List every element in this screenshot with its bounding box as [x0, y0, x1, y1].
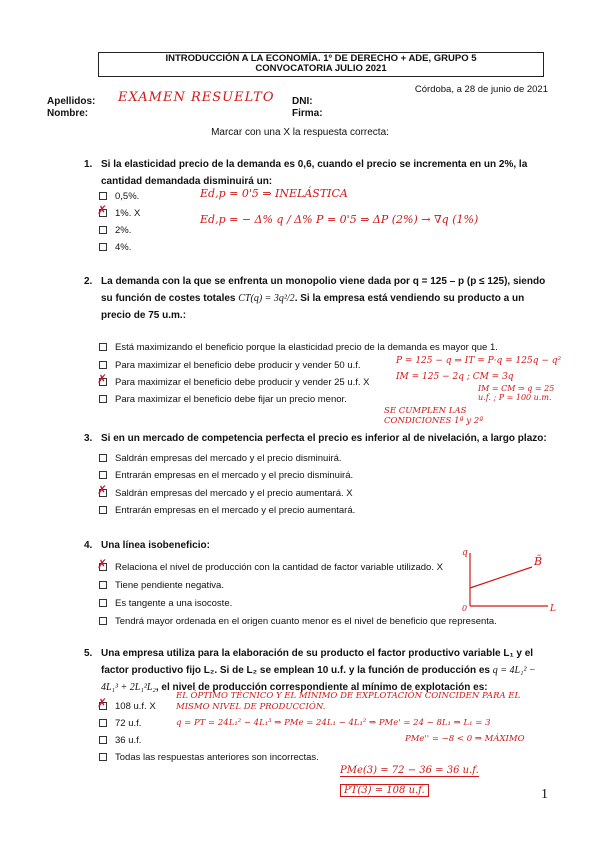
q2-option-c[interactable]: ✗Para maximizar el beneficio debe producir y vender 25 u.f. X: [99, 377, 370, 389]
q4-option-a[interactable]: ✗Relaciona el nivel de producción con la cantidad de factor variable utilizado. X: [99, 562, 443, 574]
q5-note-4: PMe(3) = 72 − 36 = 36 u.f.: [340, 765, 479, 776]
checkbox-icon[interactable]: [99, 753, 107, 761]
question-text-a: Una empresa utiliza para la elaboración de su producto el factor productivo variable L₁ y el factor productivo fijo L₂. Si de L₂ se emplean 10 u.f. y la función de producción es: [101, 648, 534, 676]
q2-note-2: IM = 125 − 2q ; CM = 3q: [396, 372, 514, 382]
question-number: 3.: [84, 433, 93, 444]
graph-origin-label: 0: [462, 604, 468, 613]
checkbox-checked-icon[interactable]: [99, 378, 107, 386]
checkbox-icon[interactable]: [99, 226, 107, 234]
question-2: [84, 273, 554, 324]
question-text: Una línea isobeneficio:: [101, 540, 210, 551]
q2-option-b[interactable]: Para maximizar el beneficio debe producir y vender 50 u.f.: [99, 360, 361, 372]
checkbox-checked-icon[interactable]: [99, 489, 107, 497]
q5-option-c[interactable]: 36 u.f.: [99, 735, 141, 747]
checkbox-checked-icon[interactable]: [99, 563, 107, 571]
checkbox-icon[interactable]: [99, 243, 107, 251]
q1-option-d[interactable]: 4%.: [99, 242, 131, 254]
firma-label: Firma:: [292, 108, 323, 119]
q5-note-3: PMe'' = −8 < 0 ⇒ MÁXIMO: [405, 734, 525, 744]
q1-option-a[interactable]: 0,5%.: [99, 191, 139, 203]
question-number: 4.: [84, 540, 93, 551]
q1-note-1: Ed,p = 0'5 ⇒ INELÁSTICA: [200, 187, 348, 200]
question-text: Si en un mercado de competencia perfecta el precio es inferior al de nivelación, a largo plazo:: [101, 433, 547, 444]
q5-option-d[interactable]: Todas las respuestas anteriores son incorrectas.: [99, 752, 319, 764]
checkbox-icon[interactable]: [99, 506, 107, 514]
question-text: Si la elasticidad precio de la demanda es 0,6, cuando el precio se incrementa en un 2%, la cantidad demandada disminuirá un:: [101, 159, 528, 187]
checkbox-icon[interactable]: [99, 395, 107, 403]
q1-option-c[interactable]: 2%.: [99, 225, 131, 237]
question-text-b: . Si la empresa está vendiendo su producto a un precio de 75 u.m.:: [101, 293, 525, 321]
checkbox-icon[interactable]: [99, 617, 107, 625]
q2-note-3: IM = CM ⇒ q = 25 u.f. ; P = 100 u.m.: [478, 384, 555, 402]
question-text-a: La demanda con la que se enfrenta un monopolio viene dada por q = 125 – p (p ≤ 125), siendo su función de costes totales: [101, 276, 546, 304]
question-number: 2.: [84, 276, 93, 287]
q5-option-a[interactable]: ✗108 u.f. X: [99, 701, 156, 713]
checkbox-icon[interactable]: [99, 471, 107, 479]
q2-option-a[interactable]: Está maximizando el beneficio porque la elasticidad precio de la demanda es mayor que 1.: [99, 342, 498, 354]
q5-note-2: q = PT = 24L₁² − 4L₁³ ⇒ PMe = 24L₁ − 4L₁² ⇒ PMe' = 24 − 8L₁ ⇒ L₁ = 3: [176, 718, 491, 728]
graph-y-label: q: [462, 548, 468, 558]
q3-option-a[interactable]: Saldrán empresas del mercado y el precio disminuirá.: [99, 453, 342, 465]
production-formula: q = 4L₁² − 4L₁³ + 2L₁²L₂: [101, 665, 536, 693]
exam-header: [98, 52, 544, 77]
question-1: [84, 156, 554, 190]
graph-x-label: L: [550, 604, 556, 614]
dni-label: DNI:: [292, 96, 313, 107]
q3-option-d[interactable]: Entrarán empresas en el mercado y el precio aumentará.: [99, 505, 355, 517]
question-number: 1.: [84, 159, 93, 170]
q1-option-b[interactable]: ✗1%. X: [99, 208, 140, 220]
exam-date: Córdoba, a 28 de junio de 2021: [414, 84, 548, 95]
q2-note-1: P = 125 − q ⇒ IT = P·q = 125q − q²: [396, 356, 562, 366]
question-3: [84, 430, 554, 447]
q5-option-b[interactable]: 72 u.f.: [99, 718, 141, 730]
checkbox-icon[interactable]: [99, 192, 107, 200]
header-subtitle: CONVOCATORIA JULIO 2021: [255, 63, 387, 74]
q2-option-d[interactable]: Para maximizar el beneficio debe fijar un precio menor.: [99, 394, 347, 406]
q4-option-b[interactable]: Tiene pendiente negativa.: [99, 580, 224, 592]
checkbox-icon[interactable]: [99, 454, 107, 462]
cost-formula: CT(q) = 3q²/2: [238, 293, 295, 304]
question-number: 5.: [84, 648, 93, 659]
q3-option-b[interactable]: Entrarán empresas en el mercado y el precio disminuirá.: [99, 470, 353, 482]
checkbox-checked-icon[interactable]: [99, 209, 107, 217]
q1-note-2: Ed,p = − Δ% q / Δ% P = 0'5 ⇒ ΔP (2%) → ∇q (1%): [200, 213, 479, 226]
q4-option-d[interactable]: Tendrá mayor ordenada en el origen cuanto menor es el nivel de beneficio que representa.: [99, 616, 497, 628]
checkbox-checked-icon[interactable]: [99, 702, 107, 710]
instructions: Marcar con una X la respuesta correcta:: [211, 127, 389, 138]
question-text-b: , el nivel de producción correspondiente al mínimo de explotación es:: [155, 682, 488, 693]
header-title: INTRODUCCIÓN A LA ECONOMÍA. 1º DE DERECHO + ADE, GRUPO 5: [165, 53, 477, 64]
question-5: [84, 645, 554, 696]
checkbox-icon[interactable]: [99, 599, 107, 607]
q2-note-4: SE CUMPLEN LAS CONDICIONES 1ª y 2ª: [384, 406, 484, 426]
q4-option-c[interactable]: Es tangente a una isocoste.: [99, 598, 232, 610]
checkbox-icon[interactable]: [99, 361, 107, 369]
q5-note-1: EL ÓPTIMO TÉCNICO Y EL MÍNIMO DE EXPLOTACIÓN COINCIDEN PARA EL MISMO NIVEL DE PRODUCCIÓN.: [176, 691, 521, 712]
q5-note-5: PT(3) = 108 u.f.: [340, 784, 429, 797]
isobenefit-line: [470, 567, 532, 588]
checkbox-icon[interactable]: [99, 581, 107, 589]
nombre-label: Nombre:: [47, 108, 89, 119]
checkbox-icon[interactable]: [99, 736, 107, 744]
graph-curve-label: B̄: [534, 555, 543, 568]
handwritten-name: EXAMEN RESUELTO: [118, 90, 275, 105]
checkbox-icon[interactable]: [99, 719, 107, 727]
checkbox-icon[interactable]: [99, 343, 107, 351]
page-number: 1: [541, 787, 548, 802]
q3-option-c[interactable]: ✗Saldrán empresas del mercado y el precio aumentará. X: [99, 488, 353, 500]
apellidos-label: Apellidos:: [47, 96, 96, 107]
